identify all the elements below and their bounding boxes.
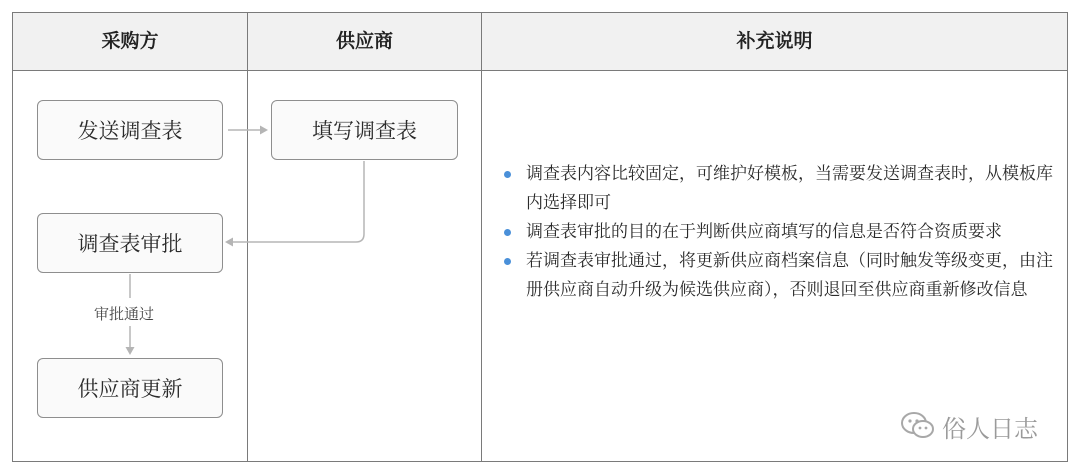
note-text: 调查表审批的目的在于判断供应商填写的信息是否符合资质要求 — [526, 222, 1002, 242]
node-send-survey: 发送调查表 — [37, 100, 223, 160]
wechat-icon — [900, 411, 936, 441]
watermark — [900, 408, 1038, 444]
connector-fill-to-approve — [232, 161, 364, 242]
header-notes: 补充说明 — [736, 30, 813, 52]
node-fill-survey: 填写调查表 — [271, 100, 458, 160]
note-text: 调查表内容比较固定，可维护好模板，当需要发送调查表时，从模板库内选择即可 — [526, 164, 1053, 213]
note-item — [502, 218, 1062, 247]
note-item — [502, 247, 1062, 305]
bullet-icon — [504, 171, 511, 178]
node-approve-survey: 调查表审批 — [37, 213, 223, 273]
header-supplier: 供应商 — [335, 30, 393, 52]
watermark-text: 俗人日志 — [942, 414, 1038, 443]
note-item — [502, 160, 1062, 218]
arrowhead-icon — [225, 238, 233, 247]
header-buyer: 采购方 — [101, 30, 159, 52]
edge-label-approved: 审批通过 — [90, 301, 158, 326]
arrowhead-icon — [126, 347, 135, 355]
bullet-icon — [504, 229, 511, 236]
node-update-supplier: 供应商更新 — [37, 358, 223, 418]
note-text: 若调查表审批通过，将更新供应商档案信息（同时触发等级变更，由注册供应商自动升级为候选供应商），否则退回至供应商重新修改信息 — [526, 251, 1053, 300]
arrowhead-icon — [260, 126, 268, 135]
bullet-icon — [504, 258, 511, 265]
notes-list — [502, 160, 1062, 305]
